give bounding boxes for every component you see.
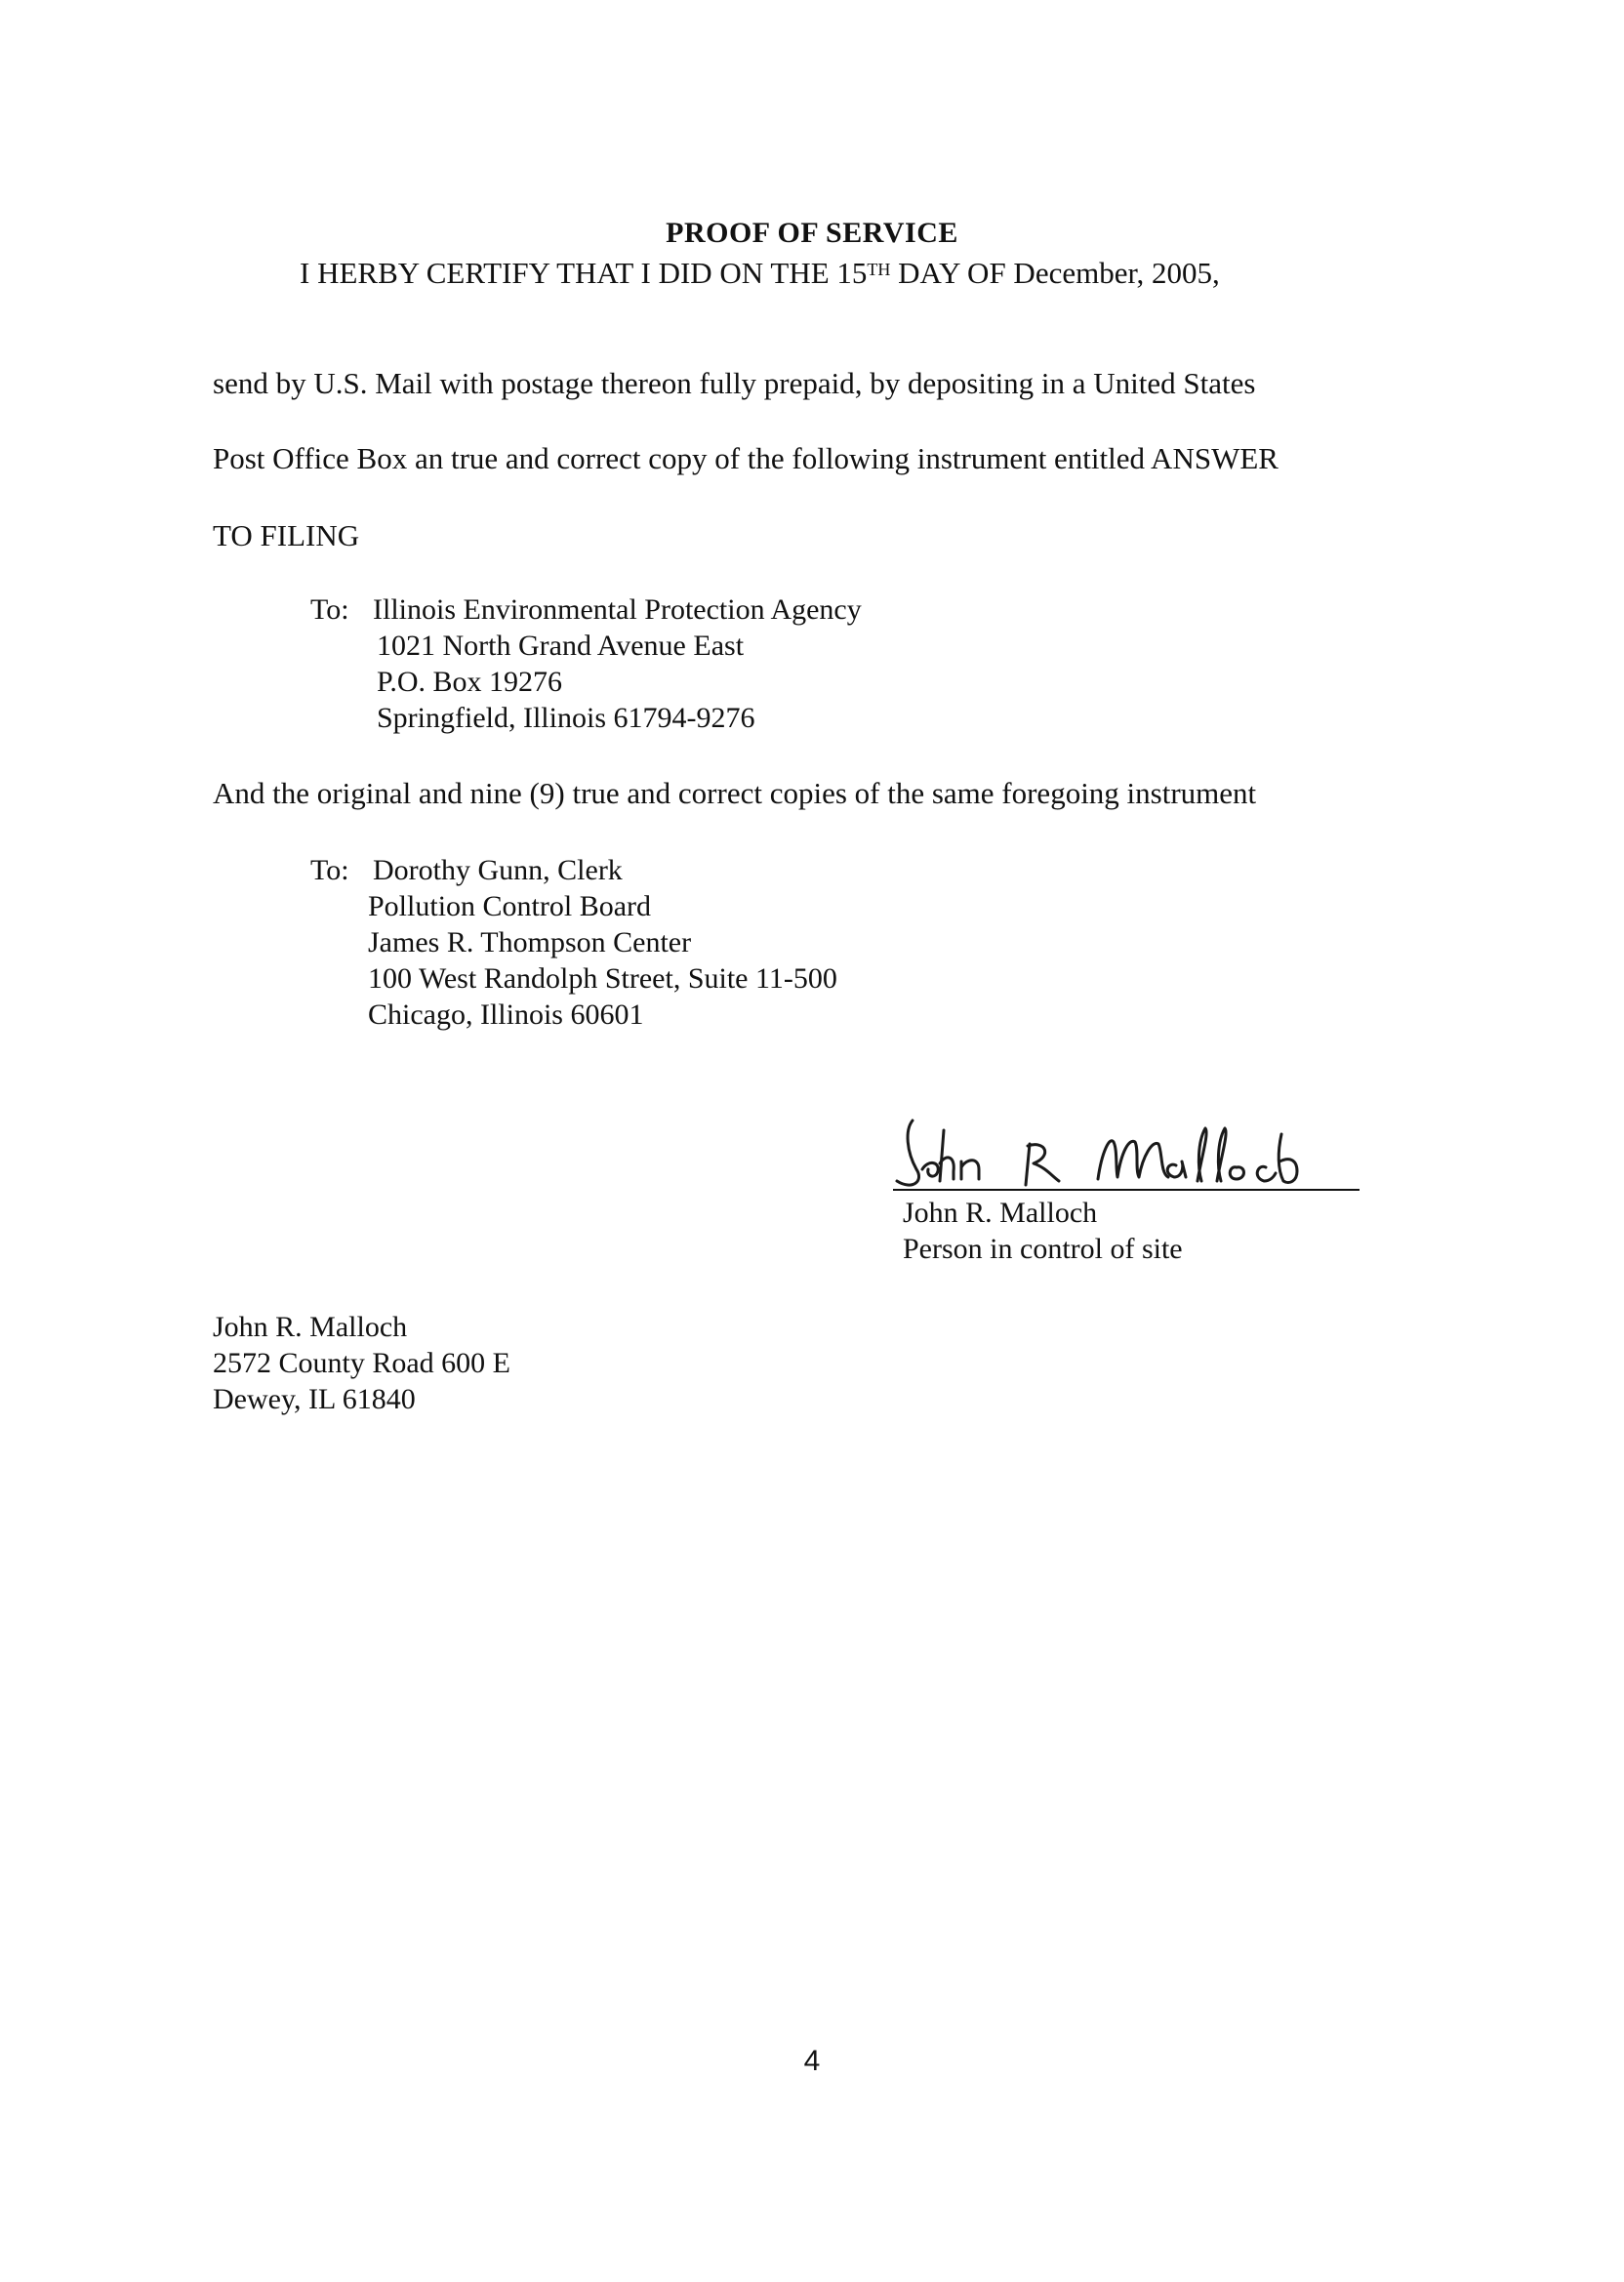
certification-suffix: DAY OF December, 2005,	[890, 256, 1220, 290]
sender-line-2: 2572 County Road 600 E	[213, 1347, 510, 1379]
certification-line	[300, 256, 1220, 291]
recipient2-line-5: Chicago, Illinois 60601	[368, 998, 644, 1031]
recipient1-line-4: Springfield, Illinois 61794-9276	[377, 702, 755, 734]
recipient1-line-2: 1021 North Grand Avenue East	[377, 630, 745, 662]
recipient2-line-3: James R. Thompson Center	[368, 926, 692, 958]
signature-line	[893, 1189, 1360, 1191]
originals-line: And the original and nine (9) true and correct copies of the same foregoing instrument	[213, 776, 1257, 810]
sender-line-1: John R. Malloch	[213, 1311, 408, 1343]
recipient1-line-1: Illinois Environmental Protection Agency	[373, 593, 862, 626]
paragraph-line-3: TO FILING	[213, 518, 360, 552]
recipient1-line-3: P.O. Box 19276	[377, 666, 563, 698]
signer-role: Person in control of site	[903, 1233, 1183, 1265]
handwritten-signature	[883, 1113, 1303, 1201]
recipient1-to-label: To:	[310, 593, 349, 626]
certification-superscript: TH	[867, 260, 891, 279]
paragraph-line-2: Post Office Box an true and correct copy of the following instrument entitled ANSWER	[213, 441, 1279, 475]
signer-name: John R. Malloch	[903, 1197, 1098, 1229]
certification-prefix: I HERBY CERTIFY THAT I DID ON THE 15	[300, 256, 868, 290]
recipient2-line-4: 100 West Randolph Street, Suite 11-500	[368, 962, 837, 995]
recipient2-to-label: To:	[310, 854, 349, 886]
sender-line-3: Dewey, IL 61840	[213, 1383, 416, 1415]
document-title: PROOF OF SERVICE	[666, 217, 958, 249]
paragraph-line-1: send by U.S. Mail with postage thereon fully prepaid, by depositing in a United States	[213, 366, 1256, 400]
recipient2-line-1: Dorothy Gunn, Clerk	[373, 854, 623, 886]
recipient2-line-2: Pollution Control Board	[368, 890, 652, 922]
page-number: 4	[803, 2045, 821, 2077]
